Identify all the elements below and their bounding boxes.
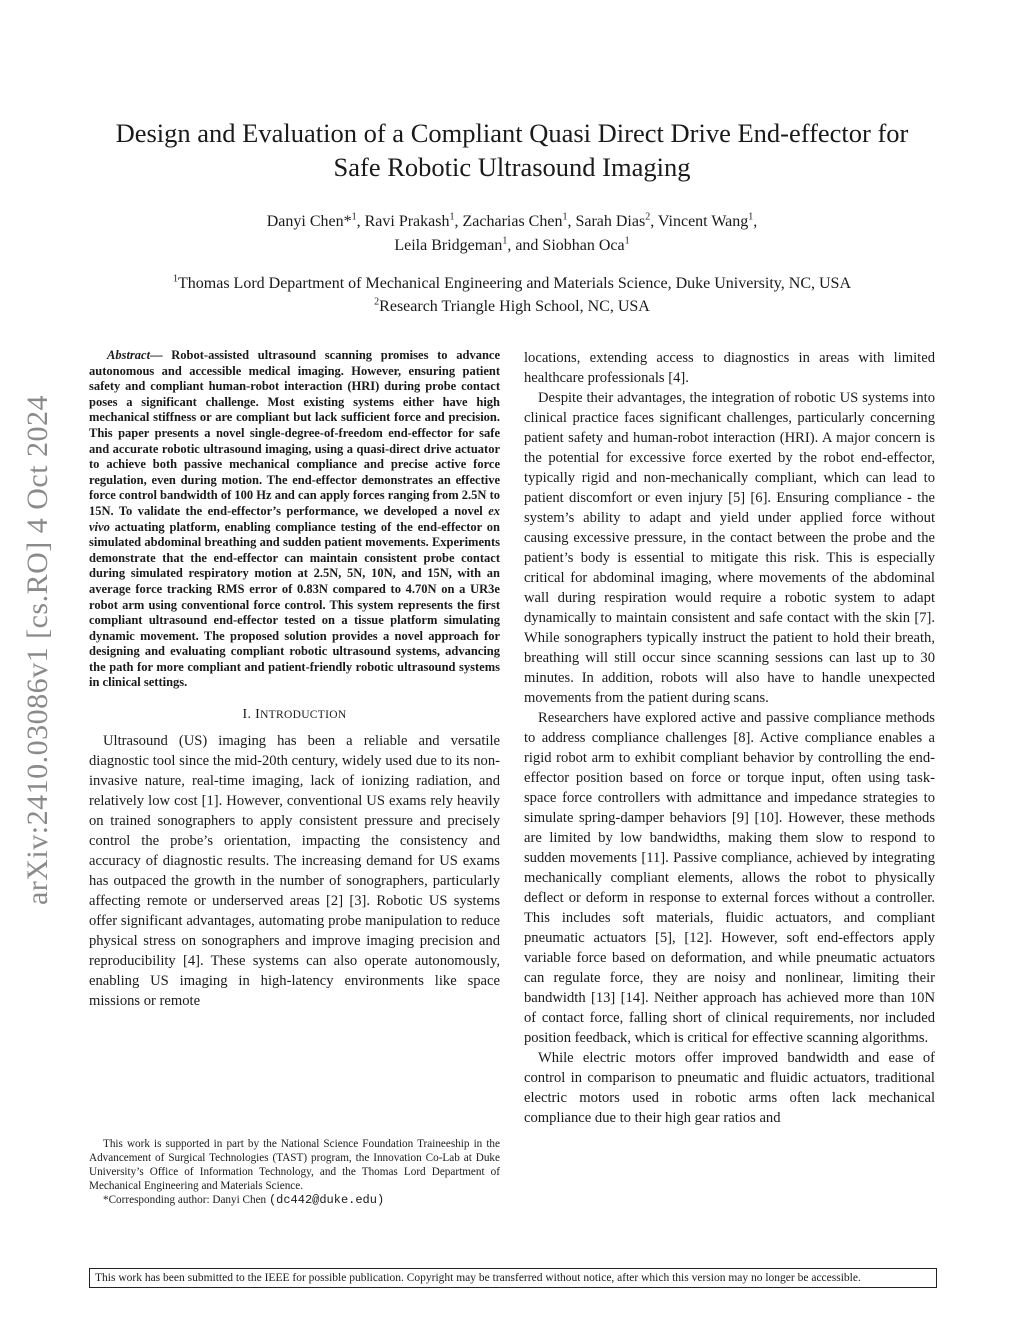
ieee-notice-box: This work has been submitted to the IEEE for possible publication. Copyright may be transferred without notice, after which this version may no longer be accessible. bbox=[89, 1268, 937, 1288]
author-name: and Siobhan Oca bbox=[515, 237, 625, 254]
corresponding-footnote bbox=[89, 1193, 500, 1207]
author-affil-mark: 1 bbox=[624, 235, 630, 247]
abstract-text-2: actuating platform, enabling compliance testing of the end-effector on simulated abdominal breathing and sudden patient movements. Experiments demonstrate that the end-effector can maintain consistent probe contact during simulated respiratory motion at 2.5N, 5N, 10N, and 15N, with an average force tracking RMS error of 0.83N compared to 4.70N on a UR3e robot arm using conventional force control. This system represents the first compliant ultrasound end-effector tested on a tissue platform simulating dynamic movement. The proposed solution provides a novel approach for designing and evaluating compliant robotic ultrasound systems, advancing the path for more compliant and patient-friendly robotic ultrasound systems in clinical settings. bbox=[89, 519, 500, 690]
author-name: Zacharias Chen bbox=[462, 213, 563, 230]
paper-title bbox=[80, 116, 944, 184]
funding-footnote: This work is supported in part by the National Science Foundation Traineeship in the Advancement of Surgical Technologies (TAST) program, the Innovation Co-Lab at Duke University’s Office of Information Technology, and the Thomas Lord Department of Mechanical Engineering and Materials Science. bbox=[89, 1138, 500, 1192]
affiliations bbox=[80, 272, 944, 318]
body-paragraph: Ultrasound (US) imaging has been a reliable and versatile diagnostic tool since the mid-20th century, widely used due to its non-invasive nature, real-time imaging, lack of ionizing radiation, and relatively low cost [1]. However, conventional US exams rely heavily on trained sonographers to apply consistent pressure and precisely control the probe’s orientation, impacting the consistency and accuracy of diagnostic results. The increasing demand for US exams has outpaced the growth in the number of sonographers, particularly affecting remote or underserved areas [2] [3]. Robotic US systems offer significant advantages, automating probe manipulation to reduce physical stress on sonographers and improve imaging precision and reproducibility [4]. These systems can also operate autonomously, enabling US imaging in high-latency environments like space missions or remote bbox=[89, 733, 500, 1010]
author-affil-mark: 2 bbox=[645, 211, 651, 223]
author-affil-mark: 1 bbox=[562, 211, 568, 223]
author-name: Danyi Chen* bbox=[266, 213, 352, 230]
abstract-label: Abstract bbox=[107, 348, 151, 362]
body-paragraph: locations, extending access to diagnostics in areas with limited healthcare professionals [4]. bbox=[524, 350, 935, 386]
body-paragraph: Despite their advantages, the integration of robotic US systems into clinical practice faces significant challenges, particularly concerning patient safety and human-robot interaction (HRI). A major concern is the potential for excessive force exerted by the robot end-effector, typically rigid and non-mechanically compliant, which can lead to patient discomfort or even injury [5] [6]. Ensuring compliance - the system’s ability to adapt and yield under applied force without causing excessive pressure, in the contact between the probe and the patient’s body is essential to mitigate this risk. This is especially critical for abdominal imaging, where movements of the abdominal wall during respiration would require a robotic system to adapt dynamically to maintain consistent and safe contact with the skin [7]. While sonographers typically instruct the patient to hold their breath, breathing will still occur since scanning sessions can last up to 30 minutes. In addition, robots will also have to handle unexpected movements from the patient during scans. bbox=[524, 390, 935, 706]
section-first-letter: I bbox=[255, 707, 261, 723]
email-link[interactable]: (dc442@duke.edu) bbox=[268, 1193, 385, 1207]
abstract-text-1: — Robot-assisted ultrasound scanning promises to advance autonomous and accessible medical imaging. However, ensuring patient safety and compliant human-robot interaction (HRI) during probe contact poses a significant challenge. Most existing systems either have high mechanical stiffness or are compliant but lack sufficient force and precision. This paper presents a novel single-degree-of-freedom end-effector for safe and accurate robotic ultrasound imaging, using a quasi-direct drive actuator to achieve both passive mechanical compliance and precise active force regulation, even during motion. The end-effector demonstrates an effective force control bandwidth of 100 Hz and can apply forces ranging from 2.5N to 15N. To validate the end-effector’s performance, we developed a novel bbox=[89, 348, 500, 518]
arxiv-stamp bbox=[16, 360, 60, 940]
author-affil-mark: 1 bbox=[748, 211, 754, 223]
body-paragraph: While electric motors offer improved bandwidth and ease of control in comparison to pneumatic and fluidic actuators, traditional electric motors used in robotic arms often lack mechanical compliance due to their high gear ratios and bbox=[524, 1050, 935, 1126]
author-affil-mark: 1 bbox=[351, 211, 357, 223]
author-name: Leila Bridgeman bbox=[394, 237, 503, 254]
section-heading-introduction bbox=[89, 707, 500, 723]
section-numeral: I. bbox=[242, 707, 256, 723]
affiliation-mark: 1 bbox=[173, 273, 178, 285]
footnotes bbox=[89, 1137, 500, 1207]
author-affil-mark: 1 bbox=[449, 211, 455, 223]
affiliation-mark: 2 bbox=[374, 296, 380, 308]
affiliation-text: Research Triangle High School, NC, USA bbox=[379, 298, 650, 315]
abstract bbox=[89, 348, 500, 691]
corresponding-text: *Corresponding author: Danyi Chen bbox=[103, 1194, 269, 1206]
right-column bbox=[524, 348, 935, 1128]
author-list bbox=[80, 210, 944, 258]
left-column bbox=[89, 348, 500, 1011]
body-paragraph: Researchers have explored active and passive compliance methods to address compliance challenges [8]. Active compliance enables a rigid robot arm to exhibit compliant behavior by controlling the end-effector position based on force or torque input, often using task-space force controllers with admittance and impedance strategies to simulate spring-damper behaviors [9] [10]. However, these methods are limited by low bandwidths, making them slow to respond to sudden movements [11]. Passive compliance, achieved by integrating mechanically compliant elements, allows the robot to physically deflect or deform in response to external forces without a controller. This includes soft materials, fluidic actuators, and compliant pneumatic actuators [5], [12]. However, soft end-effectors apply variable force based on deformation, and while pneumatic actuators can regulate force, they are noisy and nonlinear, limiting their bandwidth [13] [14]. Neither approach has achieved more than 10N of contact force, falling short of clinical requirements, nor included position feedback, which is critical for effective scanning algorithms. bbox=[524, 710, 935, 1046]
arxiv-id: arXiv:2410.03086v1 [cs.RO] 4 Oct 2024 bbox=[21, 394, 54, 906]
abstract-italic: ex vivo bbox=[89, 503, 500, 534]
author-line-1: Danyi Chen*$^1$, Ravi Prakash$^1$, Zacharias Chen$^1$, Sarah Dias$^2$, Vincent Wang$^1$, bbox=[266, 211, 758, 230]
author-affil-mark: 1 bbox=[502, 235, 508, 247]
section-rest: NTRODUCTION bbox=[260, 709, 347, 722]
title-line-1: Design and Evaluation of a Compliant Quasi Direct Drive End-effector for bbox=[115, 118, 909, 148]
title-line-2: Safe Robotic Ultrasound Imaging bbox=[333, 152, 691, 182]
author-name: Ravi Prakash bbox=[364, 213, 450, 230]
author-name: Sarah Dias bbox=[575, 213, 646, 230]
author-line-2: Leila Bridgeman$^1$, and Siobhan Oca$^1$ bbox=[394, 235, 630, 254]
affiliation-1 bbox=[80, 272, 944, 295]
author-name: Vincent Wang bbox=[657, 213, 749, 230]
affiliation-2 bbox=[80, 295, 944, 318]
affiliation-text: Thomas Lord Department of Mechanical Engineering and Materials Science, Duke University, NC, USA bbox=[178, 275, 851, 292]
